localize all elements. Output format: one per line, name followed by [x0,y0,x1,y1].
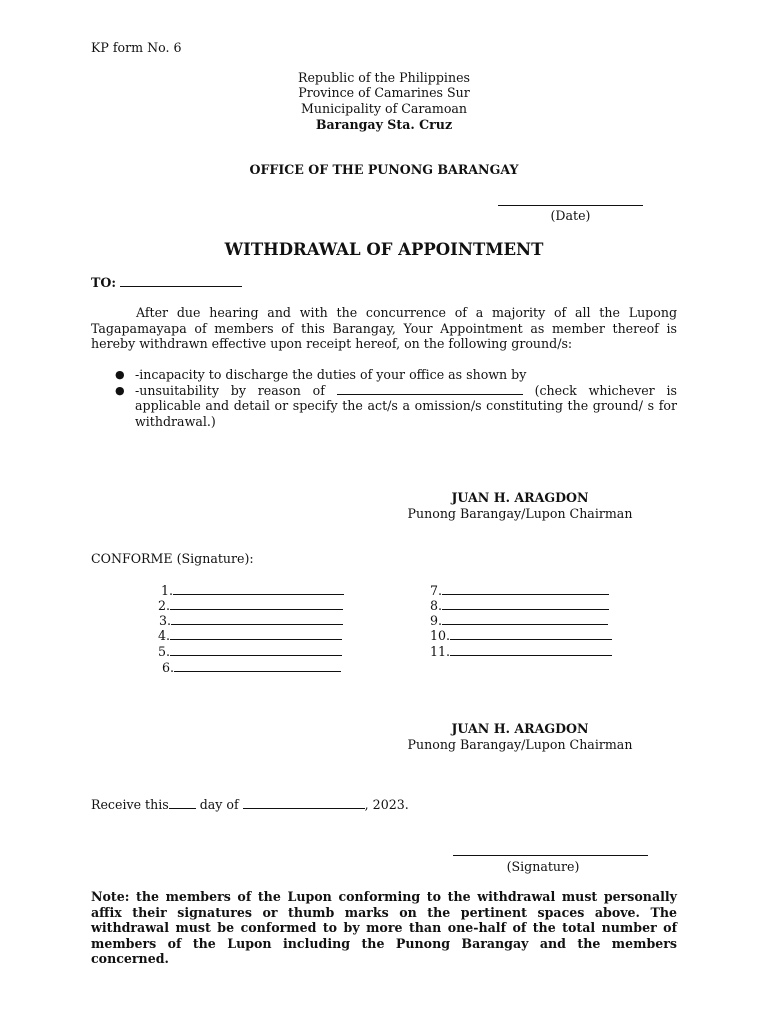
form-number: KP form No. 6 [91,40,182,55]
signature-line-4: 4. [158,628,342,644]
signature-line-2: 2. [158,598,343,614]
date-label: (Date) [550,208,591,223]
signatory-name: JUAN H. ARAGDON [451,490,589,505]
to-blank-line [120,275,242,287]
header-municipality: Municipality of Caramoan [300,101,468,116]
signature-line-3: 3. [159,613,343,629]
month-blank-line [243,797,365,809]
bullet-icon: ● [115,383,125,397]
signature-line-5: 5. [158,644,342,660]
date-line [498,205,643,206]
receive-line: Receive this day of , 2023. [91,797,409,812]
office-heading: OFFICE OF THE PUNONG BARANGAY [249,162,519,177]
note-paragraph: Note: the members of the Lupon conforming to the withdrawal must personally affix their signatures or thumb marks on the pertinent spaces above. The withdrawal must be conformed to by more than one-half of the total number of members of the Lupon including the Punong Barangay and the members concerned. [91,889,677,966]
document-title: WITHDRAWAL OF APPOINTMENT [224,240,544,259]
to-label: TO: [91,275,116,290]
signature-line-10: 10. [430,628,612,644]
body-paragraph: After due hearing and with the concurrence of a majority of all the Lupong Tagapamayapa of members of this Barangay, Your Appointment as member thereof is hereby withdrawn effective upon receipt hereof, on the following ground/s: [91,305,677,351]
signature-line-7: 7. [430,583,609,599]
signature-line-1: 1. [161,583,344,599]
signature-line-6: 6. [162,660,341,676]
signatory-position-2: Punong Barangay/Lupon Chairman [407,737,633,752]
ground-item-incapacity: ● -incapacity to discharge the duties of your office as shown by [115,367,527,382]
signature-line [453,855,648,856]
ground-item-unsuitability: ● -unsuitability by reason of (check whichever is applicable and detail or specify the act/s a omission/s constituting the ground/ s for withdrawal.) [115,382,677,429]
signature-line-9: 9. [430,613,608,629]
header-republic: Republic of the Philippines [297,70,470,85]
signature-label: (Signature) [506,859,580,874]
header-barangay: Barangay Sta. Cruz [315,117,453,132]
to-field [91,275,242,291]
signature-line-11: 11. [430,644,612,660]
day-blank-line [169,797,196,809]
header-province: Province of Camarines Sur [298,85,470,100]
signature-line-8: 8. [430,598,609,614]
bullet-icon: ● [115,368,125,381]
reason-blank-line [337,383,523,395]
conforme-label: CONFORME (Signature): [91,551,254,566]
grounds-list [115,367,677,429]
signatory-position: Punong Barangay/Lupon Chairman [407,506,633,521]
signatory-name-2: JUAN H. ARAGDON [451,721,589,736]
